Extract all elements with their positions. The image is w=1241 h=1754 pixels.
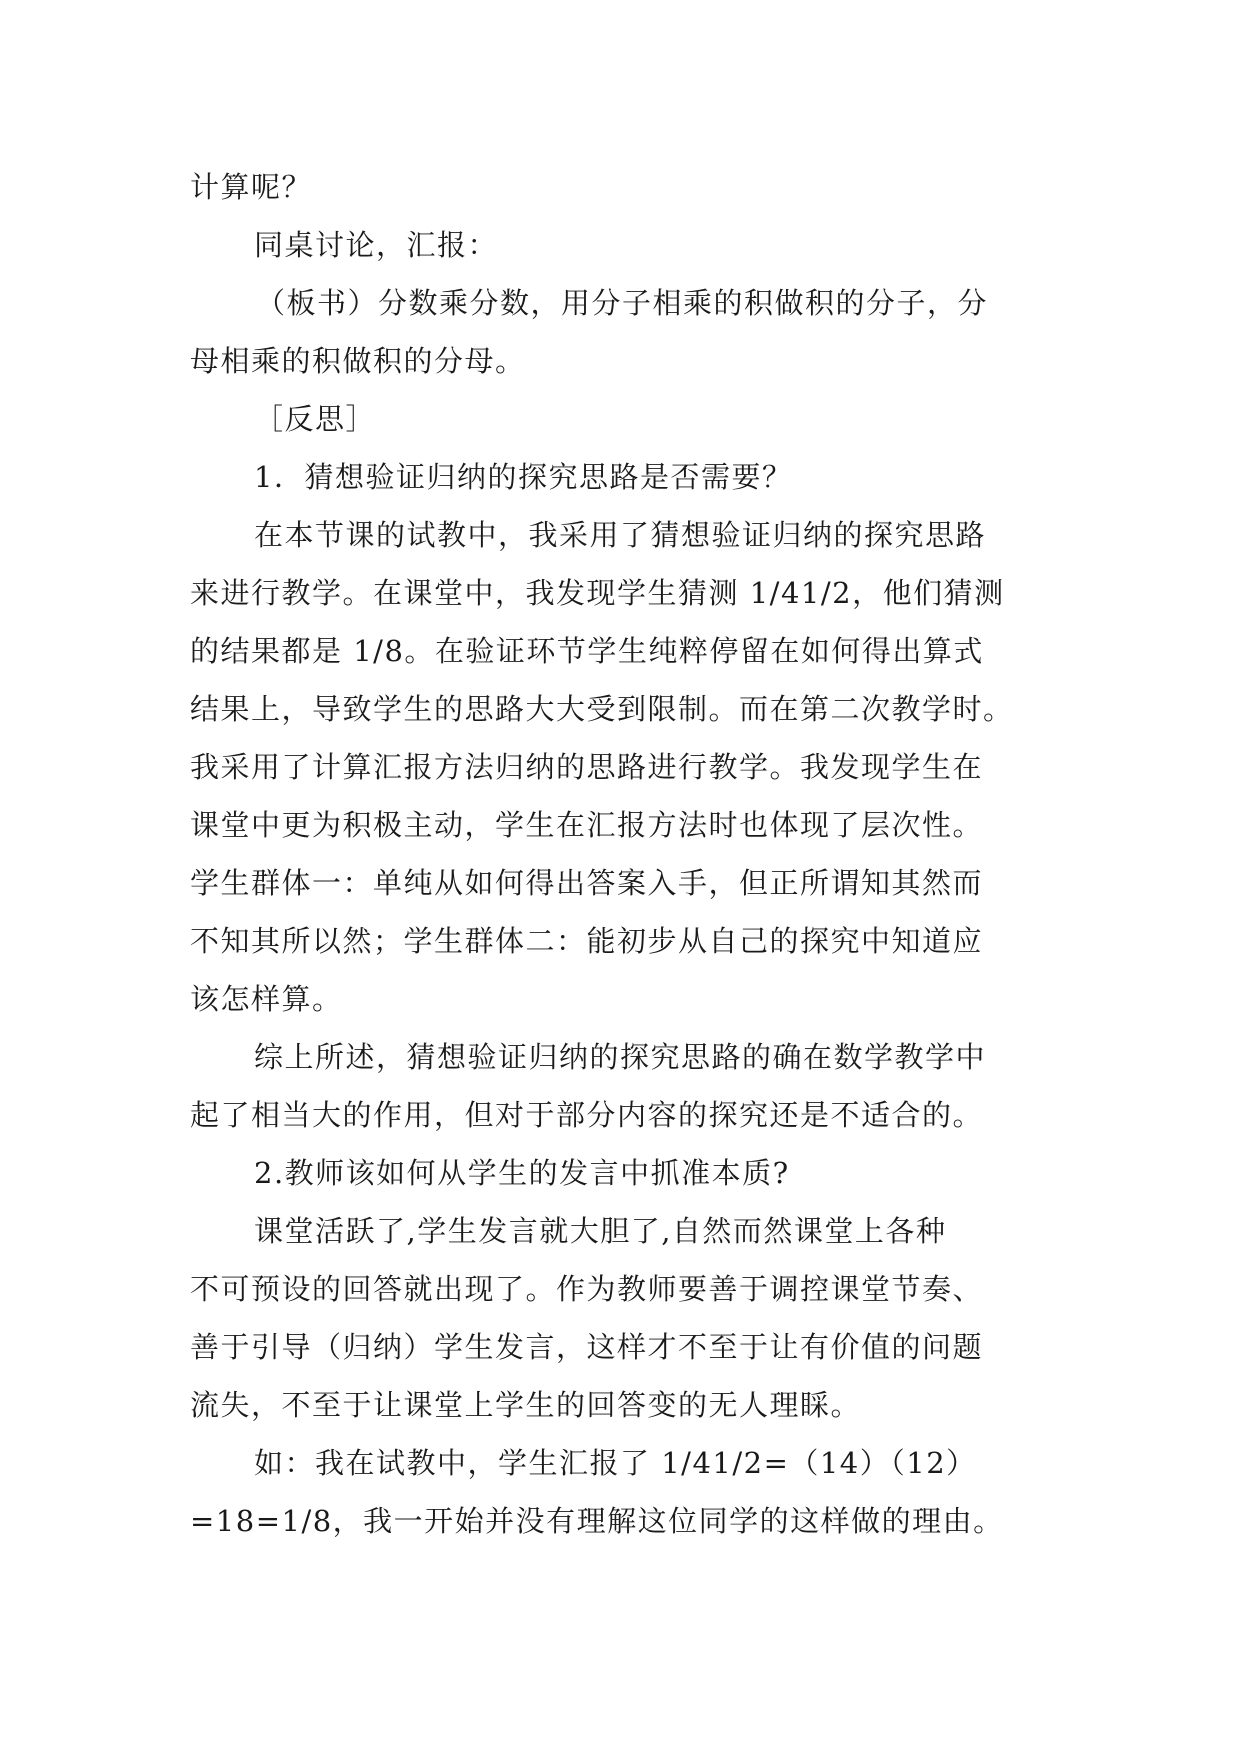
question-heading: 1．猜想验证归纳的探究思路是否需要？ [254,460,793,494]
text-line: 结果上，导致学生的思路大大受到限制。而在第二次教学时。 [190,692,1014,726]
text-line: 的结果都是 1/8。在验证环节学生纯粹停留在如何得出算式 [190,634,984,668]
section-heading: ［反思］ [254,402,377,436]
text-line: 同桌讨论，汇报： [254,228,499,262]
text-line: 善于引导（归纳）学生发言，这样才不至于让有价值的问题 [190,1330,984,1364]
text-line: 在本节课的试教中，我采用了猜想验证归纳的探究思路 [254,518,987,552]
document-body [190,158,1070,1550]
text-line: 如：我在试教中，学生汇报了 1/41/2=（14）（12） [254,1446,977,1480]
text-line: （板书）分数乘分数，用分子相乘的积做积的分子，分 [256,286,989,320]
text-line: 来进行教学。在课堂中，我发现学生猜测 1/41/2，他们猜测 [190,576,1005,610]
text-line: 起了相当大的作用，但对于部分内容的探究还是不适合的。 [190,1098,984,1132]
text-line: 课堂活跃了,学生发言就大胆了,自然而然课堂上各种 [254,1214,947,1248]
text-line: 课堂中更为积极主动，学生在汇报方法时也体现了层次性。 [190,808,984,842]
text-line: 我采用了计算汇报方法归纳的思路进行教学。我发现学生在 [190,750,984,784]
text-line: 计算呢？ [190,170,313,204]
text-line: 流失，不至于让课堂上学生的回答变的无人理睬。 [190,1388,862,1422]
text-line: 综上所述，猜想验证归纳的探究思路的确在数学教学中 [254,1040,987,1074]
text-line: 不可预设的回答就出现了。作为教师要善于调控课堂节奏、 [190,1272,984,1306]
question-heading: 2.教师该如何从学生的发言中抓准本质? [254,1156,790,1190]
text-line: 母相乘的积做积的分母。 [190,344,526,378]
text-line: 学生群体一：单纯从如何得出答案入手，但正所谓知其然而 [190,866,984,900]
text-line: =18=1/8，我一开始并没有理解这位同学的这样做的理由。 [190,1504,1004,1538]
text-line: 不知其所以然；学生群体二：能初步从自己的探究中知道应 [190,924,984,958]
text-line: 该怎样算。 [190,982,343,1016]
